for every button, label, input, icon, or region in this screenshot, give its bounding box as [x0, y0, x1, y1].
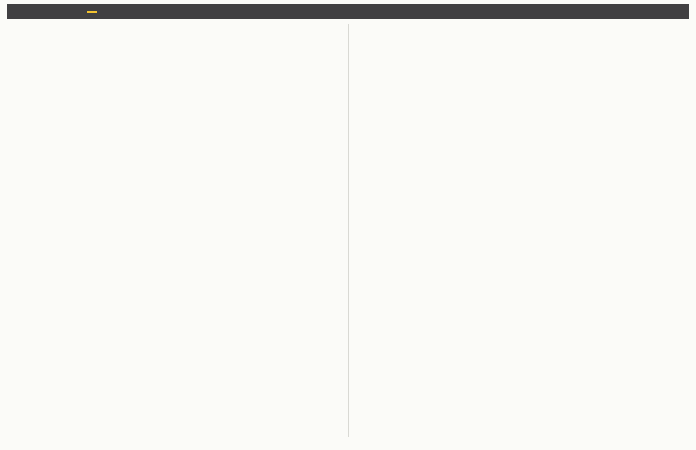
- disclaimer-strip: [87, 11, 97, 13]
- spread-pages: [7, 24, 689, 437]
- page-left-thursday: [7, 24, 338, 437]
- date-bar: [7, 4, 689, 19]
- page-right-friday: [348, 24, 689, 437]
